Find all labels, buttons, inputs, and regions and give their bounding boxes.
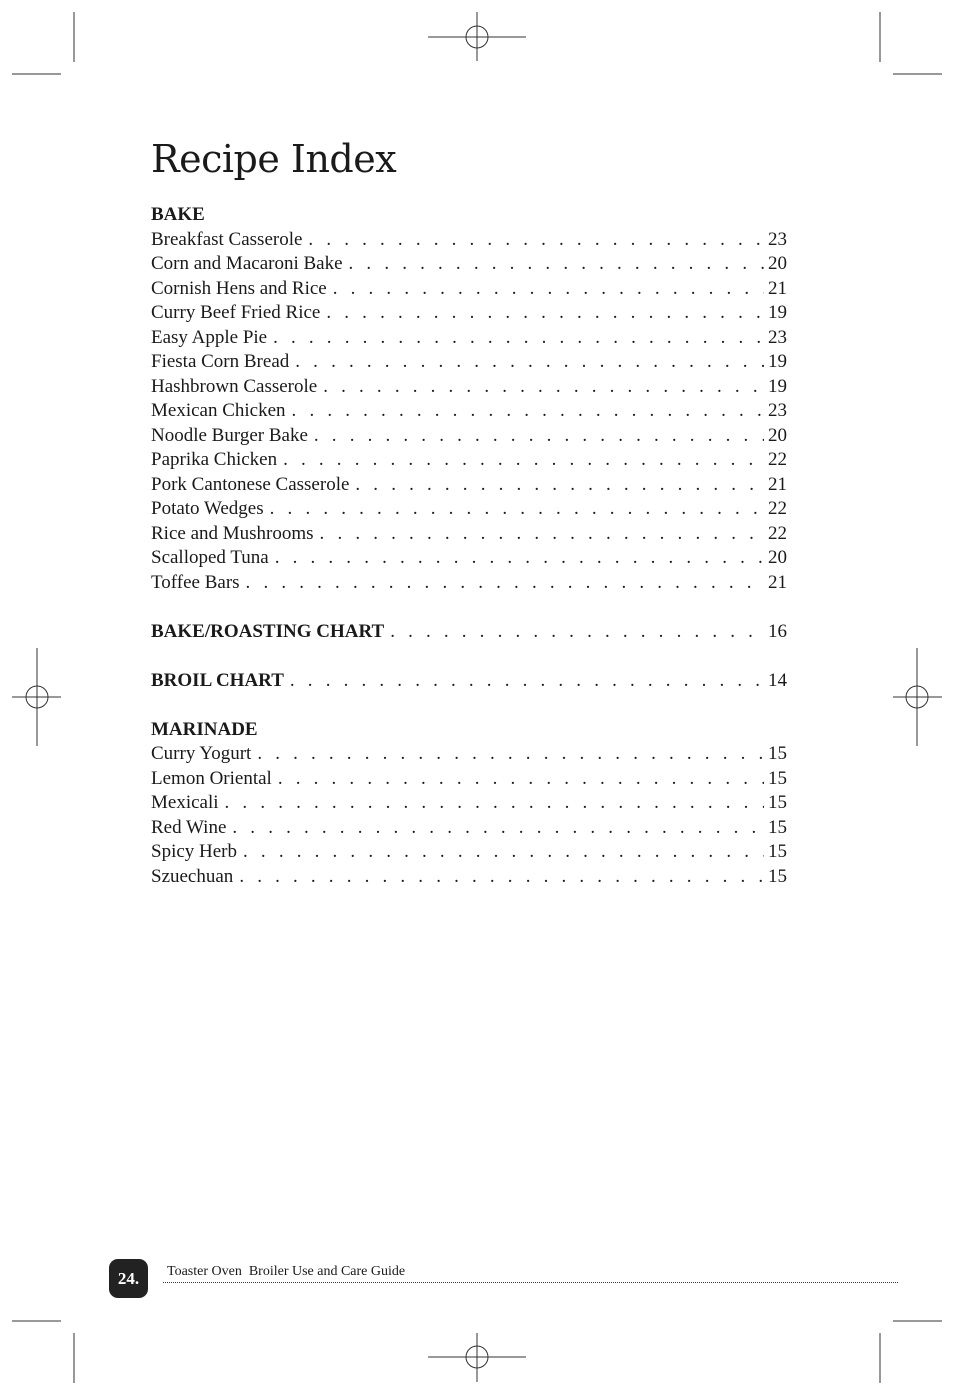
index-entry-bake-roasting-chart[interactable] bbox=[151, 620, 787, 645]
entry-name: Cornish Hens and Rice bbox=[151, 277, 327, 299]
dot-leader bbox=[333, 277, 764, 302]
entry-name: Rice and Mushrooms bbox=[151, 522, 314, 544]
entry-name: Scalloped Tuna bbox=[151, 547, 269, 568]
dot-leader bbox=[225, 791, 764, 816]
index-entry[interactable] bbox=[151, 791, 787, 816]
registration-target-left bbox=[12, 648, 61, 746]
entry-name: BAKE/ROASTING CHART bbox=[151, 620, 385, 642]
index-entry[interactable] bbox=[151, 424, 787, 449]
entry-name: Mexican Chicken bbox=[151, 400, 286, 421]
dot-leader bbox=[275, 546, 764, 571]
index-entry[interactable] bbox=[151, 767, 787, 792]
entry-name: Red Wine bbox=[151, 816, 227, 838]
page-number-badge: 24. bbox=[109, 1259, 148, 1298]
recipe-index bbox=[151, 203, 787, 889]
index-entry[interactable] bbox=[151, 546, 787, 571]
entry-page-number: 15 bbox=[768, 865, 787, 887]
dot-leader bbox=[323, 375, 764, 400]
entry-page-number: 19 bbox=[768, 302, 787, 323]
dot-leader bbox=[243, 840, 764, 865]
dot-leader bbox=[232, 816, 764, 841]
entry-page-number: 22 bbox=[768, 449, 787, 470]
index-entry[interactable] bbox=[151, 228, 787, 253]
index-entry[interactable] bbox=[151, 277, 787, 302]
dot-leader bbox=[283, 448, 764, 473]
entry-page-number: 22 bbox=[768, 522, 787, 544]
dot-leader bbox=[278, 767, 764, 792]
dot-leader bbox=[273, 326, 764, 351]
dot-leader bbox=[349, 252, 764, 277]
entry-page-number: 22 bbox=[768, 498, 787, 519]
dot-leader bbox=[320, 522, 764, 547]
entry-page-number: 23 bbox=[768, 228, 787, 250]
index-entry[interactable] bbox=[151, 865, 787, 890]
entry-page-number: 19 bbox=[768, 351, 787, 372]
index-entry[interactable] bbox=[151, 350, 787, 375]
entry-page-number: 21 bbox=[768, 571, 787, 593]
entry-name: Lemon Oriental bbox=[151, 767, 272, 789]
section-heading-bake: BAKE bbox=[151, 204, 205, 225]
entry-page-number: 20 bbox=[768, 424, 787, 446]
entry-page-number: 15 bbox=[768, 841, 787, 862]
index-entry[interactable] bbox=[151, 473, 787, 498]
dot-leader bbox=[295, 350, 764, 375]
entry-page-number: 15 bbox=[768, 767, 787, 789]
registration-target-top bbox=[428, 12, 526, 61]
entry-name: Pork Cantonese Casserole bbox=[151, 473, 350, 495]
dot-leader bbox=[355, 473, 764, 498]
dot-leader bbox=[326, 301, 764, 326]
entry-name: Szuechuan bbox=[151, 865, 234, 887]
dot-leader bbox=[239, 865, 764, 890]
index-entry[interactable] bbox=[151, 448, 787, 473]
marinade-entry-list bbox=[151, 742, 787, 889]
index-entry[interactable] bbox=[151, 497, 787, 522]
dot-leader bbox=[257, 742, 764, 767]
bake-entry-list bbox=[151, 228, 787, 596]
entry-name: Noodle Burger Bake bbox=[151, 424, 308, 446]
registration-target-bottom bbox=[428, 1333, 526, 1382]
entry-page-number: 20 bbox=[768, 253, 787, 274]
index-entry[interactable] bbox=[151, 399, 787, 424]
entry-name: Hashbrown Casserole bbox=[151, 375, 318, 397]
entry-page-number: 23 bbox=[768, 400, 787, 421]
registration-target-right bbox=[893, 648, 942, 746]
section-spacer bbox=[151, 693, 787, 718]
dot-leader bbox=[290, 669, 764, 694]
section-spacer bbox=[151, 644, 787, 669]
entry-page-number: 21 bbox=[768, 277, 787, 299]
page-title: Recipe Index bbox=[151, 137, 397, 181]
index-entry-broil-chart[interactable] bbox=[151, 669, 787, 694]
footer-dotted-rule bbox=[163, 1282, 898, 1283]
entry-name: Easy Apple Pie bbox=[151, 326, 268, 348]
entry-name: Corn and Macaroni Bake bbox=[151, 253, 343, 274]
entry-page-number: 15 bbox=[768, 816, 787, 838]
entry-name: Curry Beef Fried Rice bbox=[151, 302, 321, 323]
index-entry[interactable] bbox=[151, 742, 787, 767]
entry-page-number: 15 bbox=[768, 743, 787, 764]
index-entry[interactable] bbox=[151, 571, 787, 596]
entry-page-number: 19 bbox=[768, 375, 787, 397]
dot-leader bbox=[314, 424, 764, 449]
dot-leader bbox=[270, 497, 764, 522]
entry-name: Mexicali bbox=[151, 792, 219, 813]
dot-leader bbox=[390, 620, 764, 645]
index-entry[interactable] bbox=[151, 375, 787, 400]
index-entry[interactable] bbox=[151, 840, 787, 865]
index-entry[interactable] bbox=[151, 522, 787, 547]
dot-leader bbox=[308, 228, 764, 253]
index-entry[interactable] bbox=[151, 301, 787, 326]
entry-name: Spicy Herb bbox=[151, 841, 238, 862]
footer-title: Toaster Oven Broiler Use and Care Guide bbox=[167, 1264, 406, 1279]
entry-page-number: 20 bbox=[768, 547, 787, 568]
entry-page-number: 14 bbox=[768, 669, 787, 691]
section-heading-marinade: MARINADE bbox=[151, 718, 258, 740]
entry-name: Paprika Chicken bbox=[151, 449, 278, 470]
section-spacer bbox=[151, 595, 787, 620]
index-entry[interactable] bbox=[151, 252, 787, 277]
entry-page-number: 16 bbox=[768, 620, 787, 642]
entry-page-number: 15 bbox=[768, 792, 787, 813]
entry-page-number: 23 bbox=[768, 326, 787, 348]
entry-name: Curry Yogurt bbox=[151, 743, 252, 764]
entry-name: Toffee Bars bbox=[151, 571, 240, 593]
entry-page-number: 21 bbox=[768, 473, 787, 495]
dot-leader bbox=[246, 571, 764, 596]
index-entry[interactable] bbox=[151, 816, 787, 841]
entry-name: Potato Wedges bbox=[151, 498, 264, 519]
entry-name: Fiesta Corn Bread bbox=[151, 351, 290, 372]
dot-leader bbox=[292, 399, 764, 424]
index-entry[interactable] bbox=[151, 326, 787, 351]
entry-name: Breakfast Casserole bbox=[151, 228, 303, 250]
entry-name: BROIL CHART bbox=[151, 669, 284, 691]
